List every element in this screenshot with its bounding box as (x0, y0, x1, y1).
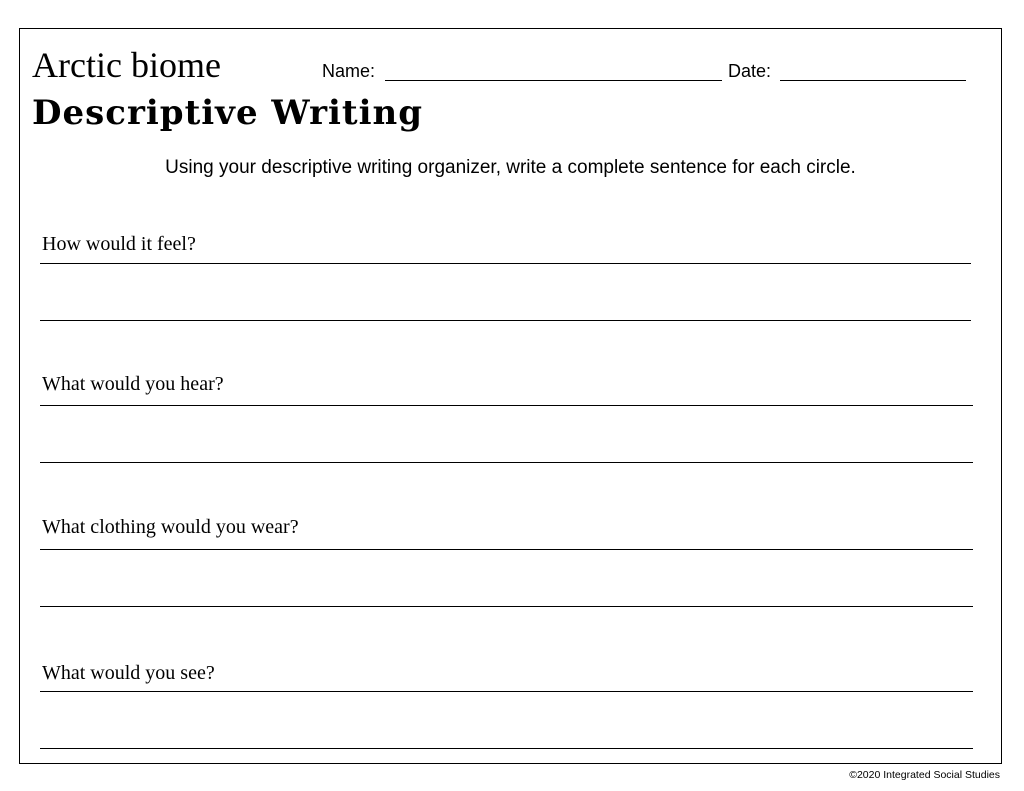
answer-line[interactable] (40, 405, 973, 406)
answer-line[interactable] (40, 549, 973, 550)
answer-line[interactable] (40, 691, 973, 692)
answer-line[interactable] (40, 320, 971, 321)
instructions-text: Using your descriptive writing organizer, write a complete sentence for each circle. (165, 157, 856, 178)
answer-line[interactable] (40, 606, 973, 607)
answer-line[interactable] (40, 748, 973, 749)
date-blank-line[interactable] (780, 80, 966, 81)
answer-line[interactable] (40, 263, 971, 264)
question-label: How would it feel? (42, 233, 196, 255)
question-label: What clothing would you wear? (42, 516, 299, 538)
question-label: What would you hear? (42, 373, 224, 395)
worksheet (19, 28, 1002, 764)
date-label: Date: (728, 61, 772, 81)
answer-line[interactable] (40, 462, 973, 463)
worksheet-subtitle: Descriptive Writing (32, 93, 424, 133)
question-label: What would you see? (42, 662, 215, 684)
worksheet-topic: Arctic biome (32, 45, 221, 85)
name-label: Name: (322, 61, 376, 81)
copyright-notice: ©2020 Integrated Social Studies (849, 769, 1000, 781)
name-blank-line[interactable] (385, 80, 722, 81)
